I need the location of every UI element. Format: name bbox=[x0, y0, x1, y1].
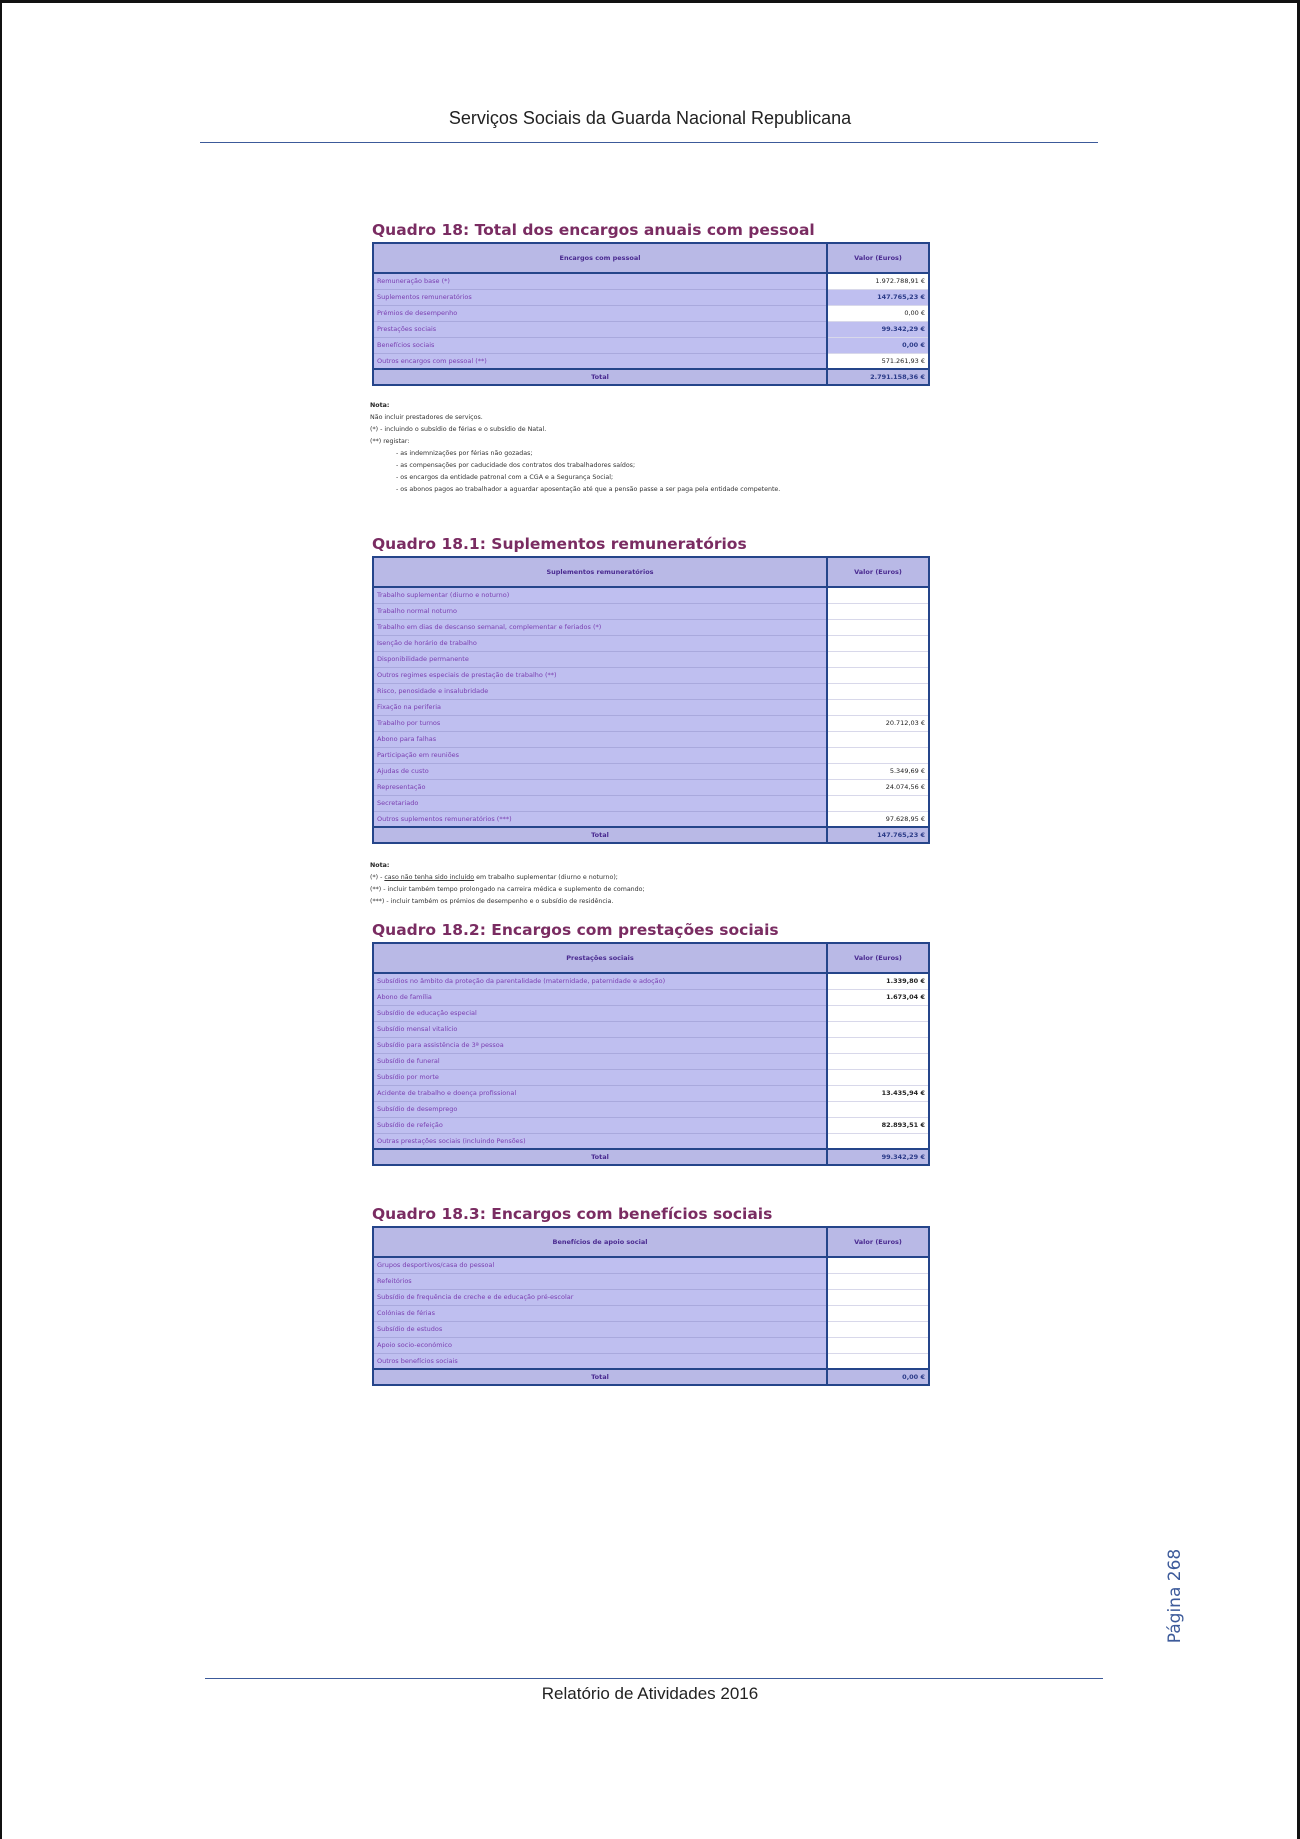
footer-divider bbox=[205, 1678, 1103, 1679]
table-row bbox=[373, 1005, 929, 1021]
note-line: (***) - incluir também os prémios de desempenho e o subsídio de residência. bbox=[370, 898, 614, 905]
note-line: (**) registar: bbox=[370, 438, 410, 445]
table-row bbox=[373, 353, 929, 369]
row-value: 1.339,80 € bbox=[827, 973, 929, 989]
row-label: Subsídios no âmbito da proteção da parentalidade (maternidade, paternidade e adoção) bbox=[373, 973, 827, 989]
row-label: Outros encargos com pessoal (**) bbox=[373, 353, 827, 369]
table-row bbox=[373, 1085, 929, 1101]
column-header-label: Benefícios de apoio social bbox=[373, 1227, 827, 1257]
total-value: 147.765,23 € bbox=[827, 827, 929, 843]
column-header-value: Valor (Euros) bbox=[827, 943, 929, 973]
section-quadro-18-3 bbox=[372, 1202, 930, 1386]
row-label: Grupos desportivos/casa do pessoal bbox=[373, 1257, 827, 1273]
table-total-row bbox=[373, 827, 929, 843]
row-label: Trabalho suplementar (diurno e noturno) bbox=[373, 587, 827, 603]
row-label: Subsídio de refeição bbox=[373, 1117, 827, 1133]
row-value: 99.342,29 € bbox=[827, 321, 929, 337]
total-label: Total bbox=[373, 827, 827, 843]
quadro-18-3-table bbox=[372, 1226, 930, 1386]
row-label: Subsídio por morte bbox=[373, 1069, 827, 1085]
total-label: Total bbox=[373, 1369, 827, 1385]
table-row bbox=[373, 619, 929, 635]
row-label: Disponibilidade permanente bbox=[373, 651, 827, 667]
row-label: Outras prestações sociais (incluindo Pensões) bbox=[373, 1133, 827, 1149]
table-row bbox=[373, 1273, 929, 1289]
row-value bbox=[827, 587, 929, 603]
row-value: 82.893,51 € bbox=[827, 1117, 929, 1133]
page-edge-top bbox=[0, 0, 1300, 3]
notes-title: Nota: bbox=[370, 862, 390, 869]
row-value: 20.712,03 € bbox=[827, 715, 929, 731]
row-label: Risco, penosidade e insalubridade bbox=[373, 683, 827, 699]
row-value: 13.435,94 € bbox=[827, 1085, 929, 1101]
row-value bbox=[827, 1321, 929, 1337]
table-row bbox=[373, 1289, 929, 1305]
table-header-row bbox=[373, 243, 929, 273]
row-value bbox=[827, 1257, 929, 1273]
row-value bbox=[827, 683, 929, 699]
table-row bbox=[373, 1321, 929, 1337]
page-number-text: Página 268 bbox=[1165, 1548, 1185, 1644]
page-number bbox=[1155, 1536, 1195, 1656]
note-subline: - as compensações por caducidade dos contratos dos trabalhadores saídos; bbox=[396, 462, 636, 469]
table-header-row bbox=[373, 1227, 929, 1257]
table-row bbox=[373, 1101, 929, 1117]
table-total-row bbox=[373, 1149, 929, 1165]
quadro-18-notes bbox=[370, 400, 970, 496]
table-row bbox=[373, 989, 929, 1005]
row-label: Subsídio de frequência de creche e de educação pré-escolar bbox=[373, 1289, 827, 1305]
total-value: 99.342,29 € bbox=[827, 1149, 929, 1165]
row-value bbox=[827, 1273, 929, 1289]
page-edge-left bbox=[0, 0, 2, 1839]
table-row bbox=[373, 321, 929, 337]
row-label: Trabalho por turnos bbox=[373, 715, 827, 731]
row-value bbox=[827, 619, 929, 635]
document-header: Serviços Sociais da Guarda Nacional Republicana bbox=[448, 108, 852, 128]
column-header-label: Prestações sociais bbox=[373, 943, 827, 973]
note-underlined: caso não tenha sido incluído bbox=[384, 874, 475, 881]
table-row bbox=[373, 337, 929, 353]
table-row bbox=[373, 651, 929, 667]
section-quadro-18 bbox=[372, 218, 930, 386]
table-row bbox=[373, 273, 929, 289]
notes-title: Nota: bbox=[370, 402, 390, 409]
column-header-value: Valor (Euros) bbox=[827, 557, 929, 587]
row-label: Refeitórios bbox=[373, 1273, 827, 1289]
note-suffix: em trabalho suplementar (diurno e noturno); bbox=[474, 874, 618, 881]
row-label: Ajudas de custo bbox=[373, 763, 827, 779]
table-row bbox=[373, 1257, 929, 1273]
row-value bbox=[827, 731, 929, 747]
row-label: Trabalho normal noturno bbox=[373, 603, 827, 619]
table-row bbox=[373, 1133, 929, 1149]
row-value: 571.261,93 € bbox=[827, 353, 929, 369]
quadro-18-title: Quadro 18: Total dos encargos anuais com pessoal bbox=[372, 221, 815, 239]
table-row bbox=[373, 763, 929, 779]
row-value bbox=[827, 635, 929, 651]
quadro-18-3-title: Quadro 18.3: Encargos com benefícios sociais bbox=[372, 1205, 773, 1223]
table-row bbox=[373, 289, 929, 305]
header-divider bbox=[200, 142, 1098, 143]
row-label: Abono para falhas bbox=[373, 731, 827, 747]
quadro-18-2-table bbox=[372, 942, 930, 1166]
row-label: Prémios de desempenho bbox=[373, 305, 827, 321]
table-row bbox=[373, 1353, 929, 1369]
row-label: Subsídio de funeral bbox=[373, 1053, 827, 1069]
row-value bbox=[827, 1133, 929, 1149]
quadro-18-1-notes bbox=[370, 860, 970, 908]
quadro-18-2-title: Quadro 18.2: Encargos com prestações sociais bbox=[372, 921, 779, 939]
table-row bbox=[373, 1069, 929, 1085]
note-line bbox=[370, 872, 970, 884]
total-label: Total bbox=[373, 1149, 827, 1165]
table-row bbox=[373, 973, 929, 989]
row-value bbox=[827, 603, 929, 619]
table-row bbox=[373, 795, 929, 811]
row-label: Colónias de férias bbox=[373, 1305, 827, 1321]
quadro-18-table bbox=[372, 242, 930, 386]
row-value bbox=[827, 1289, 929, 1305]
row-value bbox=[827, 1337, 929, 1353]
table-total-row bbox=[373, 1369, 929, 1385]
column-header-value: Valor (Euros) bbox=[827, 1227, 929, 1257]
table-row bbox=[373, 1037, 929, 1053]
row-value bbox=[827, 1021, 929, 1037]
table-row bbox=[373, 1305, 929, 1321]
table-row bbox=[373, 1021, 929, 1037]
table-row bbox=[373, 667, 929, 683]
row-label: Outros suplementos remuneratórios (***) bbox=[373, 811, 827, 827]
quadro-18-1-title: Quadro 18.1: Suplementos remuneratórios bbox=[372, 535, 747, 553]
table-row bbox=[373, 731, 929, 747]
total-value: 0,00 € bbox=[827, 1369, 929, 1385]
table-row bbox=[373, 603, 929, 619]
row-value: 5.349,69 € bbox=[827, 763, 929, 779]
row-label: Outros benefícios sociais bbox=[373, 1353, 827, 1369]
section-quadro-18-1 bbox=[372, 532, 930, 844]
row-value bbox=[827, 795, 929, 811]
column-header-label: Encargos com pessoal bbox=[373, 243, 827, 273]
row-value bbox=[827, 1069, 929, 1085]
table-row bbox=[373, 587, 929, 603]
table-row bbox=[373, 683, 929, 699]
row-value bbox=[827, 1305, 929, 1321]
row-value bbox=[827, 1053, 929, 1069]
row-label: Abono de família bbox=[373, 989, 827, 1005]
row-label: Benefícios sociais bbox=[373, 337, 827, 353]
note-subline: - as indemnizações por férias não gozadas; bbox=[396, 450, 533, 457]
column-header-label: Suplementos remuneratórios bbox=[373, 557, 827, 587]
row-value bbox=[827, 699, 929, 715]
row-label: Subsídio mensal vitalício bbox=[373, 1021, 827, 1037]
note-line: (**) - incluir também tempo prolongado na carreira médica e suplemento de comando; bbox=[370, 886, 645, 893]
row-label: Subsídio para assistência de 3ª pessoa bbox=[373, 1037, 827, 1053]
row-label: Subsídio de desemprego bbox=[373, 1101, 827, 1117]
row-value: 0,00 € bbox=[827, 337, 929, 353]
note-subline: - os abonos pagos ao trabalhador a aguardar aposentação até que a pensão passe a ser paga pela entidade competente. bbox=[396, 486, 781, 493]
row-label: Outros regimes especiais de prestação de trabalho (**) bbox=[373, 667, 827, 683]
row-value: 97.628,95 € bbox=[827, 811, 929, 827]
table-row bbox=[373, 811, 929, 827]
table-row bbox=[373, 1117, 929, 1133]
total-label: Total bbox=[373, 369, 827, 385]
column-header-value: Valor (Euros) bbox=[827, 243, 929, 273]
row-label: Secretariado bbox=[373, 795, 827, 811]
row-value: 1.673,04 € bbox=[827, 989, 929, 1005]
table-header-row bbox=[373, 557, 929, 587]
document-footer: Relatório de Atividades 2016 bbox=[541, 1684, 759, 1703]
row-value: 1.972.788,91 € bbox=[827, 273, 929, 289]
note-prefix: (*) - bbox=[370, 874, 385, 881]
row-label: Participação em reuniões bbox=[373, 747, 827, 763]
row-label: Prestações sociais bbox=[373, 321, 827, 337]
row-label: Representação bbox=[373, 779, 827, 795]
total-value: 2.791.158,36 € bbox=[827, 369, 929, 385]
row-label: Fixação na periferia bbox=[373, 699, 827, 715]
quadro-18-1-table bbox=[372, 556, 930, 844]
row-value bbox=[827, 651, 929, 667]
row-value: 0,00 € bbox=[827, 305, 929, 321]
row-label: Subsídio de educação especial bbox=[373, 1005, 827, 1021]
row-value: 147.765,23 € bbox=[827, 289, 929, 305]
row-label: Remuneração base (*) bbox=[373, 273, 827, 289]
row-value: 24.074,56 € bbox=[827, 779, 929, 795]
row-value bbox=[827, 1037, 929, 1053]
row-label: Acidente de trabalho e doença profissional bbox=[373, 1085, 827, 1101]
table-row bbox=[373, 747, 929, 763]
table-row bbox=[373, 305, 929, 321]
row-label: Suplementos remuneratórios bbox=[373, 289, 827, 305]
table-row bbox=[373, 1337, 929, 1353]
row-label: Apoio socio-económico bbox=[373, 1337, 827, 1353]
note-line: Não incluir prestadores de serviços. bbox=[370, 414, 483, 421]
table-row bbox=[373, 1053, 929, 1069]
row-value bbox=[827, 1101, 929, 1117]
section-quadro-18-2 bbox=[372, 918, 930, 1166]
table-header-row bbox=[373, 943, 929, 973]
row-value bbox=[827, 667, 929, 683]
row-label: Trabalho em dias de descanso semanal, complementar e feriados (*) bbox=[373, 619, 827, 635]
row-value bbox=[827, 747, 929, 763]
row-value bbox=[827, 1005, 929, 1021]
row-value bbox=[827, 1353, 929, 1369]
row-label: Subsídio de estudos bbox=[373, 1321, 827, 1337]
note-line: (*) - incluindo o subsídio de férias e o subsídio de Natal. bbox=[370, 426, 547, 433]
row-label: Isenção de horário de trabalho bbox=[373, 635, 827, 651]
note-subline: - os encargos da entidade patronal com a CGA e a Segurança Social; bbox=[396, 474, 614, 481]
table-total-row bbox=[373, 369, 929, 385]
table-row bbox=[373, 699, 929, 715]
table-row bbox=[373, 779, 929, 795]
table-row bbox=[373, 715, 929, 731]
table-row bbox=[373, 635, 929, 651]
